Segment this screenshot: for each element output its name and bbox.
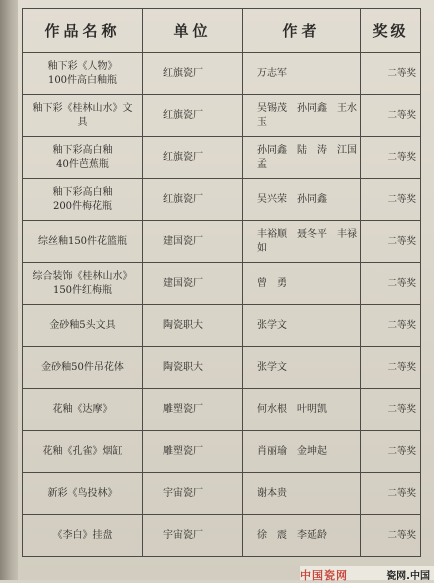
cell-work-name xyxy=(23,347,143,389)
cell-award-level: 二等奖 xyxy=(361,179,421,221)
cell-award-level: 二等奖 xyxy=(361,305,421,347)
work-name-line-2: 40件芭蕉瓶 xyxy=(56,158,109,170)
table-row xyxy=(23,179,421,221)
table-row xyxy=(23,263,421,305)
table-row xyxy=(23,53,421,95)
cell-unit: 红旗瓷厂 xyxy=(143,95,243,137)
table-row xyxy=(23,431,421,473)
cell-award-level: 二等奖 xyxy=(361,263,421,305)
cell-work-name xyxy=(23,137,143,179)
table-row xyxy=(23,221,421,263)
cell-unit: 建国瓷厂 xyxy=(143,221,243,263)
table-row xyxy=(23,137,421,179)
cell-author: 吴兴荣 孙同鑫 xyxy=(243,179,361,221)
cell-author: 吴锡茂 孙同鑫 王水玉 xyxy=(243,95,361,137)
work-name-line-1: 釉下彩高白釉 xyxy=(52,186,113,198)
table-header-row xyxy=(23,9,421,53)
header-author: 作者 xyxy=(243,9,361,53)
cell-work-name xyxy=(23,179,143,221)
work-name-line-1: 釉下彩高白釉 xyxy=(52,144,113,156)
cell-award-level: 二等奖 xyxy=(361,389,421,431)
work-name-line-1: 釉下彩《桂林山水》文具 xyxy=(32,102,133,128)
cell-author: 孙同鑫 陆 涛 江国孟 xyxy=(243,137,361,179)
table-row xyxy=(23,389,421,431)
cell-work-name xyxy=(23,389,143,431)
work-name-line-1: 综合装饰《桂林山水》 xyxy=(32,270,133,282)
work-name-line-1: 花釉《孔雀》烟缸 xyxy=(42,445,123,457)
work-name-line-1: 综丝釉150件花篮瓶 xyxy=(37,235,128,247)
cell-unit: 宇宙瓷厂 xyxy=(143,473,243,515)
cell-work-name xyxy=(23,473,143,515)
cell-unit: 红旗瓷厂 xyxy=(143,137,243,179)
watermark-site: 瓷网.中国 xyxy=(386,571,430,582)
cell-award-level: 二等奖 xyxy=(361,515,421,557)
cell-unit: 红旗瓷厂 xyxy=(143,179,243,221)
cell-award-level: 二等奖 xyxy=(361,53,421,95)
cell-unit: 陶瓷职大 xyxy=(143,305,243,347)
work-name-line-2: 200件梅花瓶 xyxy=(52,200,113,212)
cell-author: 何水根 叶明凯 xyxy=(243,389,361,431)
work-name-line-1: 新彩《鸟投林》 xyxy=(47,487,118,499)
cell-work-name xyxy=(23,431,143,473)
cell-unit: 红旗瓷厂 xyxy=(143,53,243,95)
cell-work-name xyxy=(23,53,143,95)
cell-author: 丰裕顺 聂冬平 丰禄如 xyxy=(243,221,361,263)
award-table xyxy=(22,8,421,557)
cell-author: 张学文 xyxy=(243,305,361,347)
cell-unit: 宇宙瓷厂 xyxy=(143,515,243,557)
work-name-line-1: 花釉《达摩》 xyxy=(52,403,113,415)
cell-work-name xyxy=(23,221,143,263)
table-row xyxy=(23,473,421,515)
cell-author: 万志军 xyxy=(243,53,361,95)
cell-award-level: 二等奖 xyxy=(361,431,421,473)
cell-award-level: 二等奖 xyxy=(361,221,421,263)
cell-work-name xyxy=(23,95,143,137)
table-row xyxy=(23,305,421,347)
cell-award-level: 二等奖 xyxy=(361,137,421,179)
cell-author: 肖丽瑜 金坤起 xyxy=(243,431,361,473)
header-award-level: 奖级 xyxy=(361,9,421,53)
work-name-line-2: 100件高白釉瓶 xyxy=(47,74,118,86)
table-row xyxy=(23,95,421,137)
work-name-line-1: 《李白》挂盘 xyxy=(52,529,113,541)
cell-author: 曾 勇 xyxy=(243,263,361,305)
cell-unit: 雕塑瓷厂 xyxy=(143,389,243,431)
table-row xyxy=(23,515,421,557)
work-name-line-2: 150件红梅瓶 xyxy=(52,284,113,296)
header-work-name: 作品名称 xyxy=(23,9,143,53)
cell-author: 徐 震 李延龄 xyxy=(243,515,361,557)
work-name-line-1: 金砂釉5头文具 xyxy=(49,319,116,331)
table-row xyxy=(23,347,421,389)
cell-author: 张学文 xyxy=(243,347,361,389)
work-name-line-1: 金砂釉50件吊花体 xyxy=(41,361,124,373)
cell-award-level: 二等奖 xyxy=(361,347,421,389)
watermark-logo: 中国瓷网 xyxy=(300,569,348,582)
cell-unit: 雕塑瓷厂 xyxy=(143,431,243,473)
header-unit: 单位 xyxy=(143,9,243,53)
cell-award-level: 二等奖 xyxy=(361,95,421,137)
cell-unit: 建国瓷厂 xyxy=(143,263,243,305)
cell-work-name xyxy=(23,515,143,557)
work-name-line-1: 釉下彩《人物》 xyxy=(47,60,118,72)
cell-unit: 陶瓷职大 xyxy=(143,347,243,389)
cell-author: 谢本贵 xyxy=(243,473,361,515)
cell-award-level: 二等奖 xyxy=(361,473,421,515)
cell-work-name xyxy=(23,305,143,347)
cell-work-name xyxy=(23,263,143,305)
